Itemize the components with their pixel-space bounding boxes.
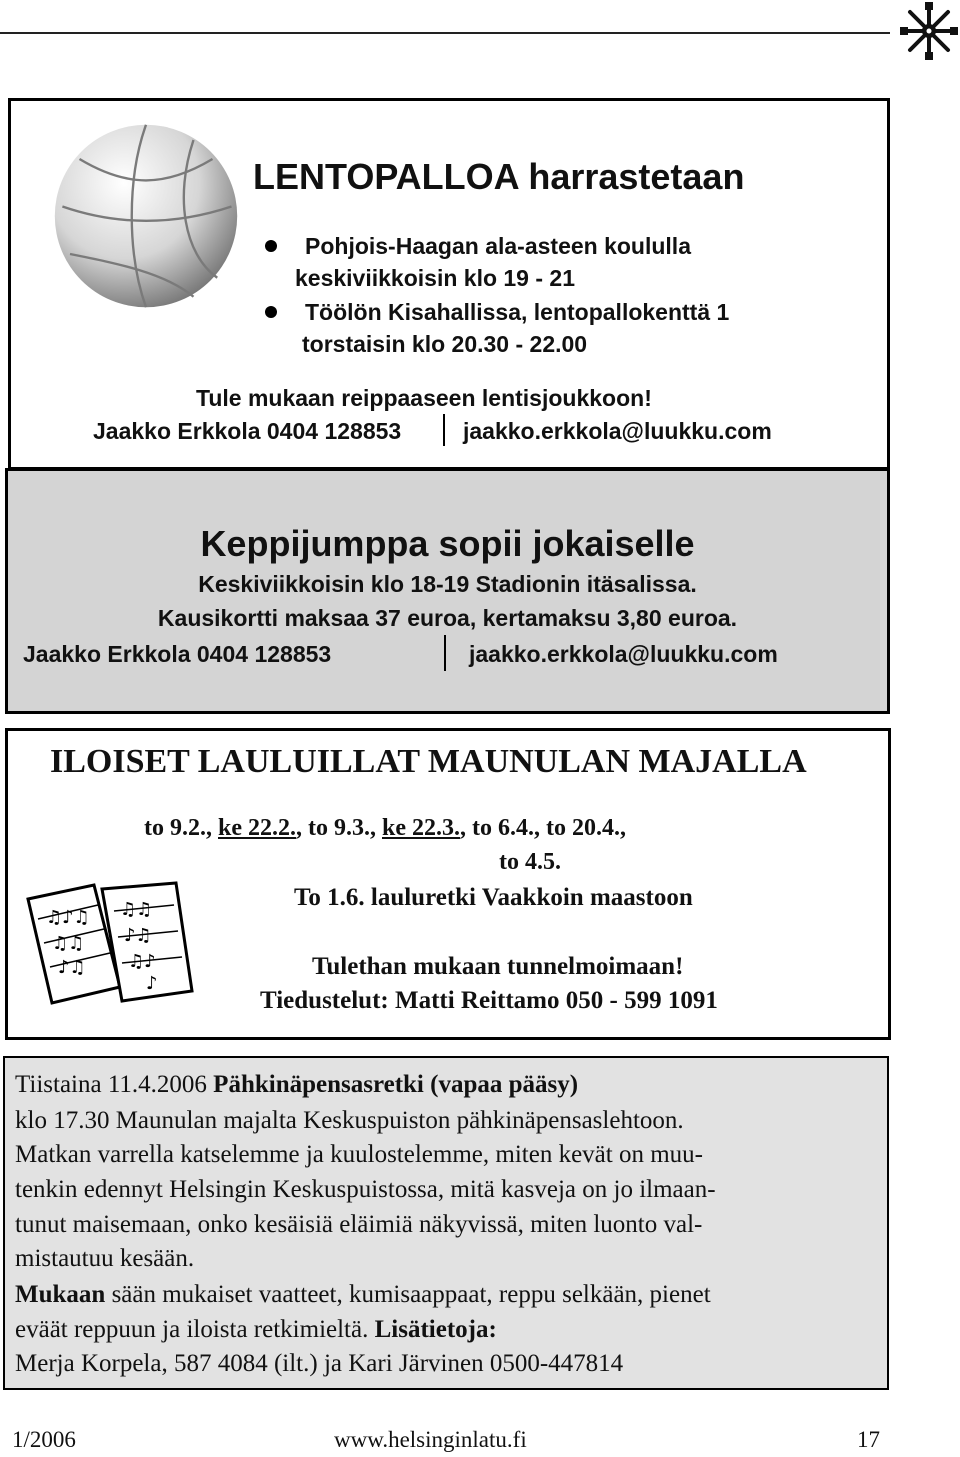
- footer-issue: 1/2006: [12, 1427, 76, 1452]
- volleyball-notice: [8, 98, 890, 470]
- top-rule: [0, 32, 890, 34]
- date-item: , to 9.3.,: [296, 815, 382, 841]
- volleyball-time-2: torstaisin klo 20.30 - 22.00: [302, 331, 588, 357]
- keppijumppa-contact-email[interactable]: jaakko.erkkola@luukku.com: [469, 641, 778, 667]
- retki-bring-text: sään mukaiset vaatteet, kumisaappaat, reppu selkään, pienet: [105, 1281, 711, 1308]
- retki-line-2: klo 17.30 Maunulan majalta Keskuspuiston pähkinäpensaslehtoon.: [15, 1107, 684, 1134]
- keppijumppa-price: Kausikortti maksaa 37 euroa, kertamaksu 3,80 euroa.: [157, 605, 738, 631]
- retki-line-8: [15, 1313, 497, 1347]
- retki-more-info-label: Lisätietoja:: [374, 1316, 497, 1343]
- snowflake-icon: [898, 0, 960, 62]
- retki-title: Pähkinäpensasretki (vapaa pääsy): [213, 1071, 579, 1098]
- svg-text:♪♫: ♪♫: [58, 957, 86, 978]
- lauluillat-dates: [144, 815, 626, 842]
- lauluillat-trip: To 1.6. lauluretki Vaakkoin maastoon: [294, 884, 693, 911]
- date-item: to 9.2.: [144, 815, 206, 841]
- lauluillat-info: Tiedustelut: Matti Reittamo 050 - 599 1091: [260, 987, 718, 1014]
- sheet-music-icon: [24, 879, 204, 1009]
- date-separator: ,: [206, 815, 218, 841]
- date-item: ke 22.2.: [218, 815, 296, 841]
- bullet-dot: [265, 306, 277, 318]
- keppijumppa-notice: [5, 468, 890, 714]
- contact-divider: [444, 635, 446, 671]
- keppijumppa-contact-name: Jaakko Erkkola 0404 128853: [23, 641, 332, 667]
- retki-line-4: tenkin edennyt Helsingin Keskuspuistossa, mitä kasveja on jo ilmaan-: [15, 1176, 716, 1203]
- volleyball-contact-email[interactable]: jaakko.erkkola@luukku.com: [463, 418, 772, 444]
- svg-text:♪: ♪: [146, 973, 158, 994]
- retki-contacts: Merja Korpela, 587 4084 (ilt.) ja Kari Järvinen 0500-447814: [15, 1350, 624, 1377]
- svg-text:♫♫: ♫♫: [120, 899, 153, 920]
- lauluillat-notice: [5, 728, 891, 1040]
- volleyball-location-1: Pohjois-Haagan ala-asteen koululla: [305, 233, 691, 259]
- retki-notice: [3, 1056, 889, 1390]
- svg-text:♫♫: ♫♫: [52, 933, 85, 954]
- retki-line-5: tunut maisemaan, onko kesäisiä eläimiä näkyvissä, miten luonto val-: [15, 1211, 703, 1238]
- svg-text:♫♪♫: ♫♪♫: [46, 907, 90, 928]
- date-item: , to 6.4., to 20.4.,: [460, 815, 626, 841]
- retki-bring-label: Mukaan: [15, 1281, 106, 1308]
- retki-line-6: mistautuu kesään.: [15, 1245, 195, 1272]
- svg-text:♫♪: ♫♪: [128, 951, 156, 972]
- volleyball-location-2: Töölön Kisahallissa, lentopallokenttä 1: [305, 299, 730, 325]
- svg-text:♪♫: ♪♫: [124, 925, 152, 946]
- keppijumppa-title: Keppijumppa sopii jokaiselle: [200, 523, 695, 564]
- lauluillat-welcome: Tulethan mukaan tunnelmoimaan!: [312, 953, 684, 980]
- volleyball-invite: Tule mukaan reippaaseen lentisjoukkoon!: [196, 385, 652, 411]
- retki-date: Tiistaina 11.4.2006: [15, 1071, 214, 1098]
- keppijumppa-schedule: Keskiviikkoisin klo 18-19 Stadionin itäsalissa.: [198, 571, 697, 597]
- volleyball-contact-name: Jaakko Erkkola 0404 128853: [93, 418, 402, 444]
- retki-line-8-text: eväät reppuun ja iloista retkimieltä.: [15, 1316, 375, 1343]
- footer-website[interactable]: www.helsinginlatu.fi: [334, 1427, 527, 1452]
- retki-heading: [15, 1068, 578, 1102]
- lauluillat-dates-line2: to 4.5.: [499, 849, 561, 875]
- retki-line-3: Matkan varrella katselemme ja kuulostelemme, miten kevät on muu-: [15, 1141, 703, 1168]
- bullet-dot: [265, 240, 277, 252]
- volleyball-icon: [51, 121, 241, 311]
- retki-bring: [15, 1278, 711, 1312]
- footer-page-number: 17: [857, 1427, 880, 1452]
- volleyball-title: LENTOPALLOA harrastetaan: [253, 156, 745, 197]
- date-item: ke 22.3.: [382, 815, 460, 841]
- lauluillat-title: ILOISET LAULUILLAT MAUNULAN MAJALLA: [50, 743, 807, 780]
- contact-divider: [443, 414, 445, 446]
- volleyball-time-1: keskiviikkoisin klo 19 - 21: [295, 265, 575, 291]
